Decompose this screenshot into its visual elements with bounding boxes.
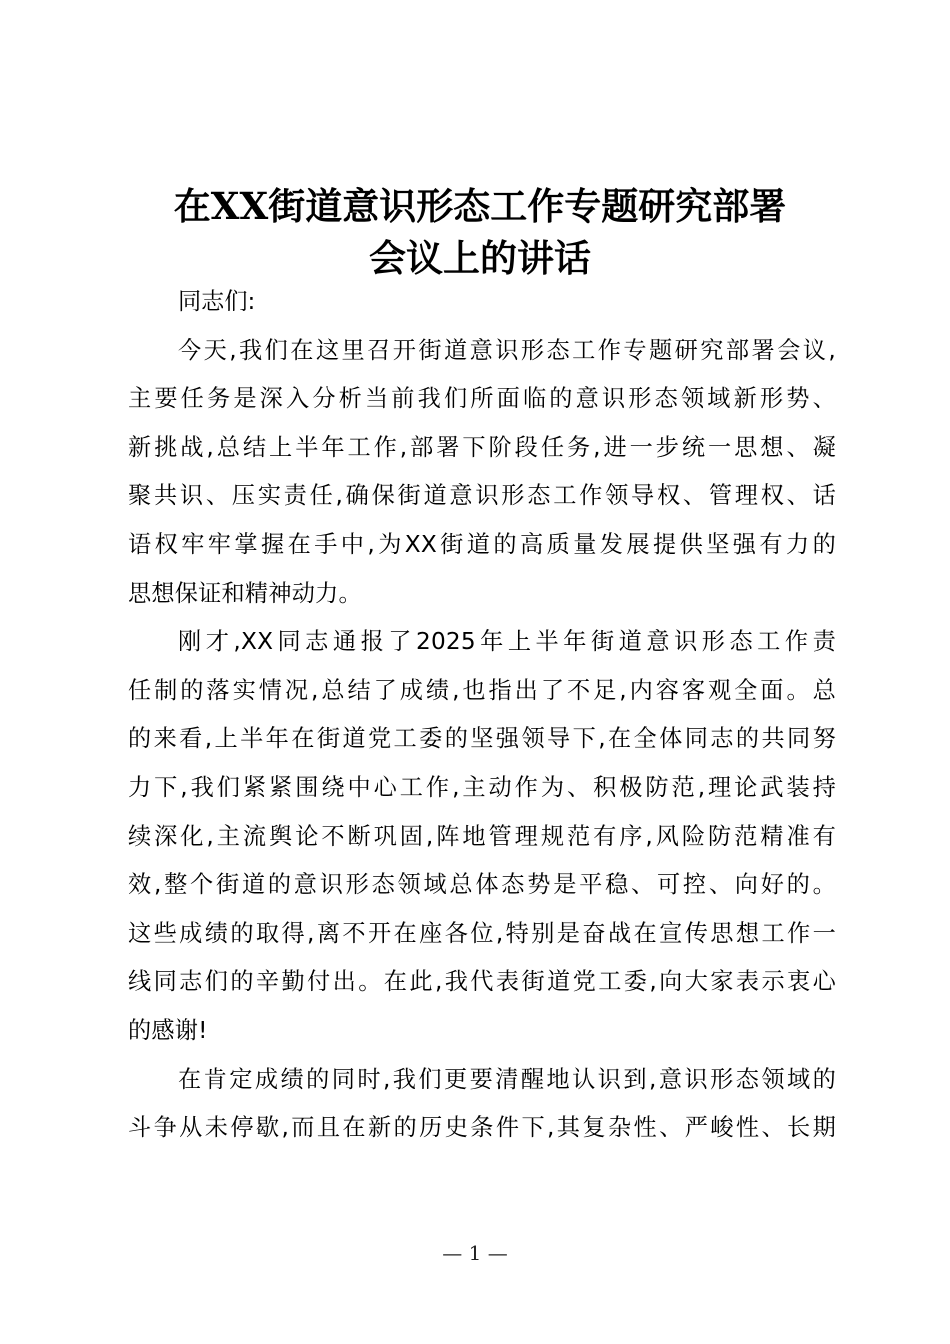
paragraph-3 <box>128 1056 836 1153</box>
paragraph-line: 效,整个街道的意识形态领域总体态势是平稳、可控、向好的。 <box>128 871 836 899</box>
paragraph-line: 刚才,XX同志通报了2025年上半年街道意识形态工作责 <box>178 628 836 656</box>
paragraph-line: 主要任务是深入分析当前我们所面临的意识形态领域新形势、 <box>128 385 836 413</box>
paragraph-line: 的感谢! <box>128 1016 208 1044</box>
paragraph-line: 这些成绩的取得,离不开在座各位,特别是奋战在宣传思想工作一 <box>128 919 836 947</box>
paragraph-line: 思想保证和精神动力。 <box>128 579 362 607</box>
paragraph-line: 今天,我们在这里召开街道意识形态工作专题研究部署会议, <box>178 336 836 364</box>
page-number: — 1 — <box>442 1241 508 1265</box>
paragraph-line: 力下,我们紧紧围绕中心工作,主动作为、积极防范,理论武装持 <box>128 773 836 801</box>
paragraph-line: 聚共识、压实责任,确保街道意识形态工作领导权、管理权、话 <box>128 482 836 510</box>
title-line-2: 会议上的讲话 <box>369 236 591 280</box>
paragraph-line: 续深化,主流舆论不断巩固,阵地管理规范有序,风险防范精准有 <box>128 822 836 850</box>
document-title <box>110 180 850 284</box>
paragraph-line: 的来看,上半年在街道党工委的坚强领导下,在全体同志的共同努 <box>128 725 836 753</box>
document-body <box>128 278 836 1153</box>
paragraph-line: 语权牢牢掌握在手中,为XX街道的高质量发展提供坚强有力的 <box>128 530 836 558</box>
paragraph-line: 新挑战,总结上半年工作,部署下阶段任务,进一步统一思想、凝 <box>128 433 836 461</box>
paragraph-line: 在肯定成绩的同时,我们更要清醒地认识到,意识形态领域的 <box>178 1065 836 1093</box>
paragraph-line: 线同志们的辛勤付出。在此,我代表街道党工委,向大家表示衷心 <box>128 968 836 996</box>
paragraph-line: 斗争从未停歇,而且在新的历史条件下,其复杂性、严峻性、长期 <box>128 1114 836 1142</box>
paragraph-1 <box>128 327 836 619</box>
paragraph-2 <box>128 618 836 1055</box>
paragraph-line: 任制的落实情况,总结了成绩,也指出了不足,内容客观全面。总 <box>128 676 836 704</box>
title-line-1: 在XX街道意识形态工作专题研究部署 <box>173 184 787 228</box>
salutation: 同志们: <box>178 288 256 315</box>
